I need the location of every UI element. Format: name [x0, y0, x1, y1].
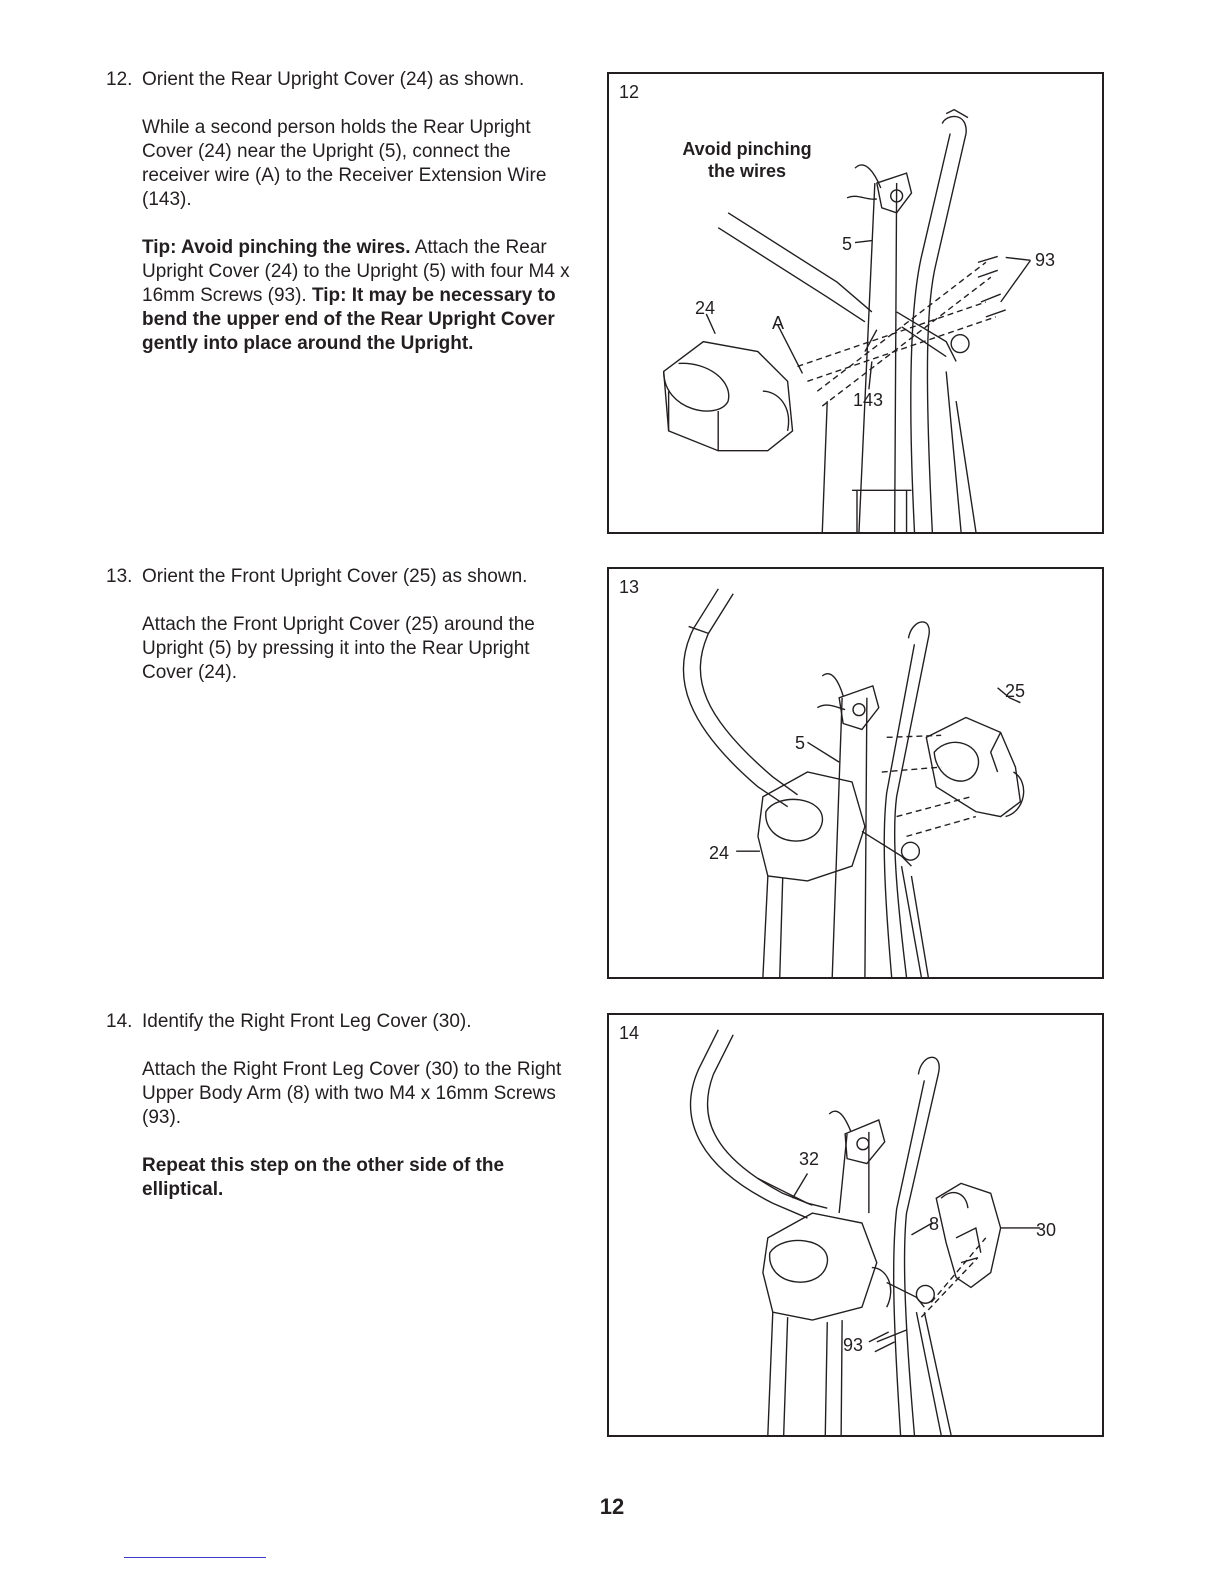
- step-instruction: Orient the Front Upright Cover (25) as shown.: [142, 566, 528, 587]
- callout-screws: 93: [843, 1335, 864, 1355]
- step-instruction: While a second person holds the Rear Upright Cover (24) near the Upright (5), connect the receiver wire (A) to the Receiver Extension Wire (143).: [142, 117, 547, 210]
- step-14: [106, 1010, 576, 1226]
- step-instruction: Attach the Front Upright Cover (25) around the Upright (5) by pressing it into the Rear Upright Cover (24).: [142, 614, 535, 683]
- step-repeat-note: Repeat this step on the other side of the elliptical.: [142, 1155, 505, 1200]
- tip-bold: Tip: Avoid pinching the wires.: [142, 237, 411, 258]
- callout-receiver-wire: A: [772, 313, 785, 333]
- figure-number: 14: [619, 1023, 640, 1043]
- callout-screws: 93: [1035, 250, 1056, 270]
- figure-14: [607, 1013, 1104, 1437]
- callout-front-upright-cover: 25: [1005, 681, 1026, 701]
- callout-right-upper-body-arm: 8: [929, 1214, 940, 1234]
- figure-13: [607, 567, 1104, 979]
- figure-number: 13: [619, 577, 640, 597]
- callout-upright: 5: [795, 733, 806, 753]
- figure-14-illustration: [609, 1015, 1102, 1435]
- step-13: [106, 565, 576, 709]
- tip-text: Attach the Rear Upright Cover (24) to the Upright (5) with four M4 x 16mm Screws (93).: [142, 237, 570, 306]
- figure-13-illustration: [609, 569, 1102, 977]
- step-instruction: Attach the Right Front Leg Cover (30) to the Right Upper Body Arm (8) with two M4 x 16mm Screws (93).: [142, 1059, 562, 1128]
- callout-upright: 5: [842, 234, 853, 254]
- figure-warning-note: Avoid pinching the wires: [682, 139, 812, 181]
- tip-bold: Tip: It may be necessary to bend the upper end of the Rear Upright Cover gently into place around the Upright.: [142, 285, 556, 354]
- step-instruction: Identify the Right Front Leg Cover (30).: [142, 1011, 472, 1032]
- step-number: 12.: [106, 69, 133, 90]
- figure-number: 12: [619, 82, 640, 102]
- callout-rear-upright-cover: 24: [695, 298, 716, 318]
- page-number: 12: [599, 1494, 625, 1519]
- step-number: 13.: [106, 566, 133, 587]
- step-tip: [142, 236, 576, 356]
- footer-line: [124, 1557, 266, 1558]
- callout-part-32: 32: [799, 1149, 820, 1169]
- step-instruction: Orient the Rear Upright Cover (24) as shown.: [142, 69, 525, 90]
- figure-12: [607, 72, 1104, 534]
- callout-receiver-extension-wire: 143: [853, 390, 884, 410]
- callout-rear-upright-cover: 24: [709, 843, 730, 863]
- step-number: 14.: [106, 1011, 133, 1032]
- callout-right-front-leg-cover: 30: [1036, 1220, 1057, 1240]
- step-12: [106, 68, 576, 380]
